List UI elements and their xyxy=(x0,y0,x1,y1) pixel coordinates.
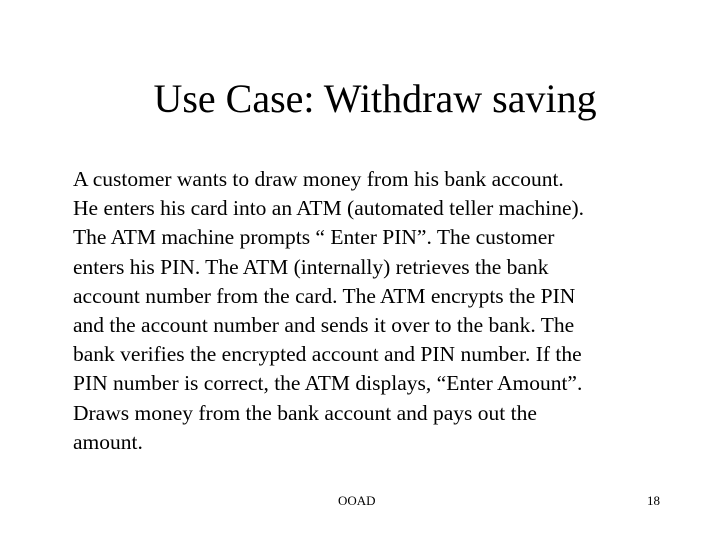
body-line: account number from the card. The ATM encrypts the PIN xyxy=(73,283,576,308)
slide-title: Use Case: Withdraw saving xyxy=(153,76,597,121)
body-line: He enters his card into an ATM (automated teller machine). xyxy=(73,196,585,221)
body-line: PIN number is correct, the ATM displays, “Enter Amount”. xyxy=(73,371,583,396)
body-line: bank verifies the encrypted account and PIN number. If the xyxy=(73,342,582,367)
page-number: 18 xyxy=(647,493,660,508)
body-line: enters his PIN. The ATM (internally) retrieves the bank xyxy=(73,254,549,279)
slide-body xyxy=(73,165,673,457)
body-line: and the account number and sends it over to the bank. The xyxy=(73,313,575,338)
footer-label: OOAD xyxy=(338,493,376,508)
body-line: amount. xyxy=(73,429,143,454)
body-line: A customer wants to draw money from his bank account. xyxy=(73,167,564,191)
body-line: Draws money from the bank account and pays out the xyxy=(73,400,537,425)
body-line: The ATM machine prompts “ Enter PIN”. The customer xyxy=(73,225,555,250)
